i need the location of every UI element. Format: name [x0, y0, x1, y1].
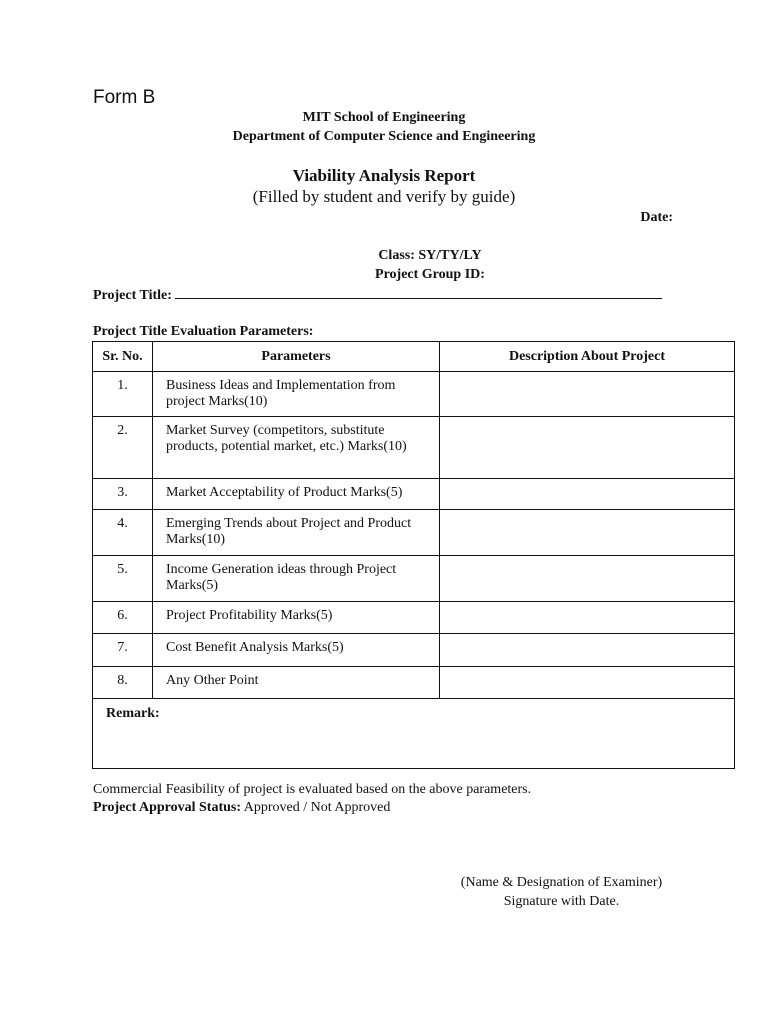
remark-row: [93, 699, 735, 769]
row-description-cell[interactable]: [440, 634, 735, 667]
row-number: 6.: [93, 602, 153, 634]
column-header-parameters: Parameters: [153, 342, 440, 372]
report-title: Viability Analysis Report: [292, 166, 476, 185]
approval-status-options: Approved / Not Approved: [241, 800, 391, 815]
table-row: [93, 634, 735, 667]
table-row: [93, 417, 735, 479]
row-number: 3.: [93, 479, 153, 510]
report-subtitle: (Filled by student and verify by guide): [252, 187, 516, 206]
project-group-id-label: Project Group ID:: [375, 267, 485, 282]
row-description-cell[interactable]: [440, 479, 735, 510]
project-title-label: Project Title:: [93, 288, 172, 303]
row-parameter: Emerging Trends about Project and Product Marks(10): [153, 510, 440, 556]
project-title-field: [93, 286, 662, 304]
approval-status-line: [93, 800, 390, 816]
table-row: [93, 510, 735, 556]
row-parameter: Cost Benefit Analysis Marks(5): [153, 634, 440, 667]
row-parameter: Market Acceptability of Product Marks(5): [153, 479, 440, 510]
table-row: [93, 667, 735, 699]
row-description-cell[interactable]: [440, 417, 735, 479]
examiner-name-designation: (Name & Designation of Examiner): [460, 875, 663, 890]
row-parameter: Market Survey (competitors, substitute products, potential market, etc.) Marks(10): [153, 417, 440, 479]
row-parameter: Project Profitability Marks(5): [153, 602, 440, 634]
row-number: 5.: [93, 556, 153, 602]
row-description-cell[interactable]: [440, 667, 735, 699]
approval-status-label: Project Approval Status:: [93, 800, 242, 815]
column-header-sr-no: Sr. No.: [93, 342, 153, 372]
feasibility-note: Commercial Feasibility of project is evaluated based on the above parameters.: [93, 782, 532, 797]
evaluation-table: [92, 341, 735, 769]
table-row: [93, 556, 735, 602]
remark-label: Remark:: [106, 706, 160, 721]
table-row: [93, 372, 735, 417]
department-name: Department of Computer Science and Engineering: [232, 129, 536, 144]
row-number: 7.: [93, 634, 153, 667]
row-description-cell[interactable]: [440, 372, 735, 417]
row-number: 8.: [93, 667, 153, 699]
row-number: 2.: [93, 417, 153, 479]
row-number: 4.: [93, 510, 153, 556]
remark-cell[interactable]: [93, 699, 735, 769]
school-name: MIT School of Engineering: [302, 110, 466, 125]
row-description-cell[interactable]: [440, 510, 735, 556]
row-description-cell[interactable]: [440, 602, 735, 634]
table-caption: Project Title Evaluation Parameters:: [93, 324, 314, 339]
table-header-row: [93, 342, 735, 372]
table-row: [93, 602, 735, 634]
row-parameter: Business Ideas and Implementation from project Marks(10): [153, 372, 440, 417]
column-header-description: Description About Project: [440, 342, 735, 372]
project-title-blank-line[interactable]: [175, 286, 662, 299]
row-description-cell[interactable]: [440, 556, 735, 602]
class-label: Class: SY/TY/LY: [378, 248, 482, 263]
row-parameter: Income Generation ideas through Project Marks(5): [153, 556, 440, 602]
row-number: 1.: [93, 372, 153, 417]
row-parameter: Any Other Point: [153, 667, 440, 699]
signature-with-date: Signature with Date.: [503, 894, 620, 909]
date-label: Date:: [640, 210, 673, 225]
form-label: Form B: [93, 87, 156, 108]
table-row: [93, 479, 735, 510]
